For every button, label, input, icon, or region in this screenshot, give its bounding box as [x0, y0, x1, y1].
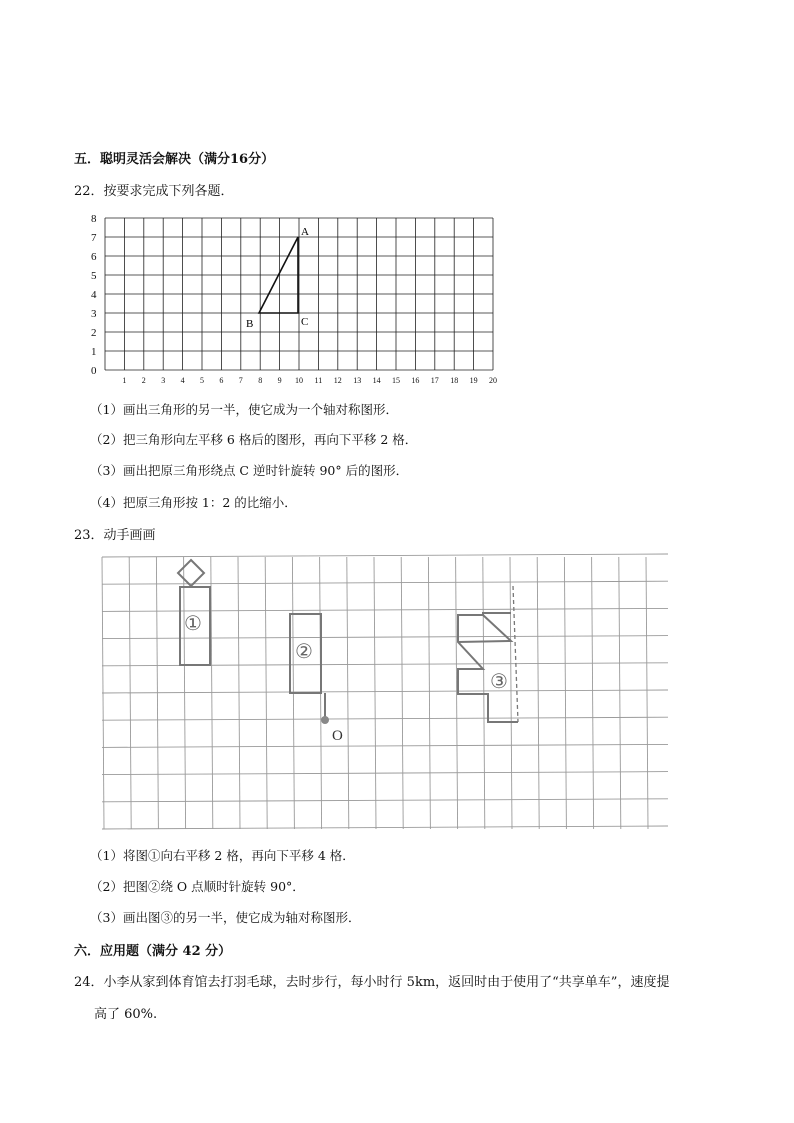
y-axis-tick-label: 4 — [91, 289, 97, 301]
grid-hline — [102, 690, 668, 693]
figure-3-half-shape — [458, 613, 518, 722]
x-axis-tick-label: 17 — [430, 376, 439, 385]
grid-vline — [374, 557, 376, 829]
y-axis-tick-label: 3 — [91, 308, 97, 320]
section-6-title: 六．应用题（满分 42 分） — [74, 944, 232, 959]
coordinate-grid-figure — [80, 208, 500, 388]
x-axis-tick-label: 2 — [141, 376, 146, 385]
q22-item-4: （4）把原三角形按 1：2 的比缩小． — [90, 495, 297, 510]
diamond-shape — [178, 560, 204, 586]
x-axis-tick-label: 3 — [161, 376, 166, 385]
grid-hline — [102, 826, 668, 829]
q23-item-1: （1）将图①向右平移 2 格，再向下平移 4 格． — [90, 848, 355, 863]
y-axis-tick-label: 8 — [91, 213, 97, 225]
grid-vline — [347, 557, 349, 829]
x-axis-tick-label: 1 — [122, 376, 127, 385]
grid-vline — [510, 557, 512, 829]
grid-hline — [102, 636, 668, 639]
question-24-line-2: 高了 60%. — [94, 1007, 158, 1022]
grid-vline — [646, 557, 648, 829]
y-axis-tick-label: 0 — [91, 365, 97, 377]
x-axis-tick-label: 16 — [411, 376, 420, 385]
q22-item-3: （3）画出把原三角形绕点 C 逆时针旋转 90° 后的图形． — [90, 463, 409, 478]
question-24-line-1: 24．小李从家到体育馆去打羽毛球，去时步行，每小时行 5km，返回时由于使用了“共享单车”，速度提 — [74, 975, 670, 990]
point-c-label: C — [301, 316, 309, 328]
q22-item-2: （2）把三角形向左平移 6 格后的图形，再向下平移 2 格． — [90, 432, 418, 447]
point-o-label: O — [332, 728, 343, 744]
q23-item-3: （3）画出图③的另一半，使它成为轴对称图形． — [90, 910, 361, 925]
x-axis-tick-label: 5 — [200, 376, 204, 385]
figure-3-staircase — [458, 615, 511, 642]
grid-vline — [428, 557, 430, 829]
figure-1-label: ① — [184, 613, 202, 635]
grid-hline — [102, 717, 668, 720]
grid-vline — [537, 557, 539, 829]
drawing-grid-figure — [94, 552, 676, 834]
question-22-stem: 22．按要求完成下列各题． — [74, 184, 234, 199]
x-axis-tick-label: 20 — [489, 376, 497, 385]
y-axis-tick-label: 1 — [91, 346, 97, 358]
x-axis-tick-label: 15 — [392, 376, 400, 385]
x-axis-tick-label: 9 — [277, 376, 282, 385]
x-axis-tick-label: 8 — [258, 376, 263, 385]
y-axis-tick-label: 7 — [91, 232, 97, 244]
grid-vline — [401, 557, 403, 829]
grid-vline — [592, 557, 594, 829]
grid-hline — [102, 554, 668, 557]
x-axis-tick-label: 6 — [219, 376, 224, 385]
grid-vline — [265, 557, 267, 829]
grid-vline — [619, 557, 621, 829]
x-axis-tick-label: 7 — [238, 376, 243, 385]
q22-item-1: （1）画出三角形的另一半，使它成为一个轴对称图形． — [90, 402, 398, 417]
figure-2-label: ② — [295, 641, 313, 663]
grid-hline — [102, 772, 668, 775]
point-o-dot — [321, 716, 329, 724]
figure-3-label: ③ — [490, 671, 508, 693]
x-axis-tick-label: 14 — [372, 376, 381, 385]
x-axis-tick-label: 13 — [353, 376, 362, 385]
question-23-stem: 23．动手画画 — [74, 528, 156, 543]
symmetry-axis-dashed — [513, 586, 518, 722]
grid-vline — [238, 557, 240, 829]
y-axis-tick-label: 2 — [91, 327, 97, 339]
x-axis-tick-label: 18 — [450, 376, 459, 385]
grid-hline — [102, 608, 668, 611]
y-axis-tick-label: 6 — [91, 251, 97, 263]
section-5-title: 五．聪明灵活会解决（满分16分） — [74, 152, 275, 167]
q23-item-2: （2）把图②绕 O 点顺时针旋转 90°． — [90, 879, 305, 894]
grid-vline — [211, 557, 213, 829]
grid-vline — [564, 557, 566, 829]
x-axis-tick-label: 19 — [469, 376, 478, 385]
point-b-label: B — [246, 318, 254, 330]
y-axis-tick-label: 5 — [91, 270, 97, 282]
grid-hline — [102, 744, 668, 747]
point-a-label: A — [301, 226, 309, 238]
x-axis-tick-label: 12 — [333, 376, 342, 385]
grid-hline — [102, 799, 668, 802]
x-axis-tick-label: 4 — [180, 376, 185, 385]
x-axis-tick-label: 10 — [295, 376, 303, 385]
x-axis-tick-label: 11 — [314, 376, 323, 385]
